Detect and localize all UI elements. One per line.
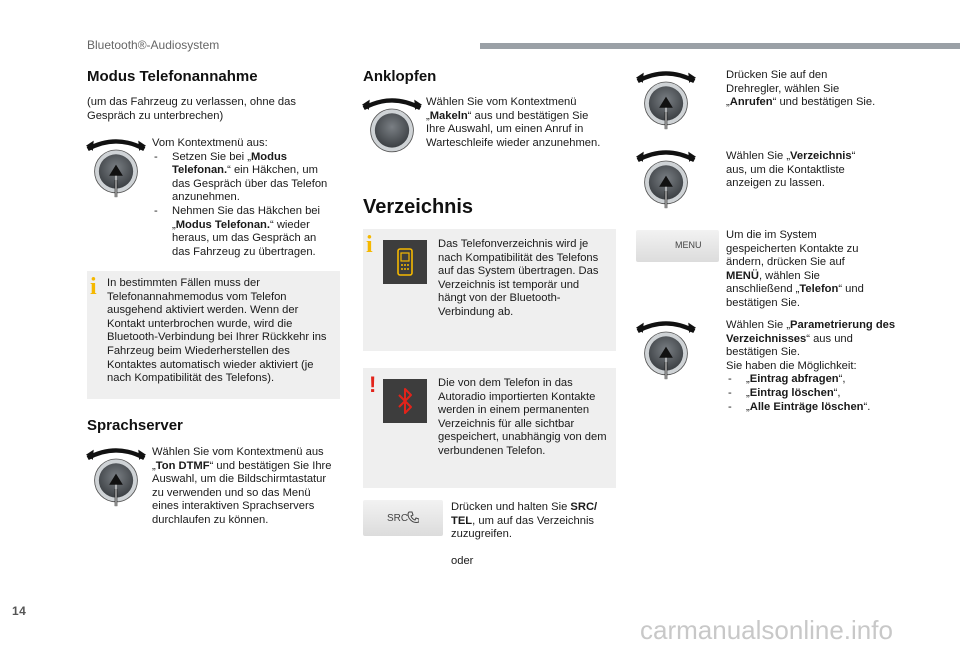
header-title: Bluetooth®-Audiosystem — [87, 38, 220, 52]
src-instruction: Drücken und halten Sie SRC/ TEL, um auf das Verzeichnis zuzugreifen. — [451, 501, 598, 541]
sprachserver-title: Sprachserver — [87, 417, 183, 434]
info-icon: i — [90, 274, 97, 300]
knob-press-icon — [636, 69, 696, 131]
phone-tile — [383, 240, 427, 284]
verzeichnis-warn-box — [363, 368, 616, 488]
header-bar — [480, 43, 960, 49]
modus-note: In bestimmten Fällen muss der Telefonannahmemodus vom Telefon ausgehend aktiviert werden. Wenn der Kontakt unterbrochen wurde, wird die Bluetooth-Verbindung bei Ihrer Rückkehr ins Fahrzeug beim Wiederherstellen des Kontaktes automatisch wieder aktiviert (je nach Kompatibilität des Telefons). — [107, 277, 327, 385]
menu-label: MENU — [675, 240, 702, 250]
verzeichnis-title: Verzeichnis — [363, 196, 474, 218]
modus-item-1: - Setzen Sie bei „Modus Telefonan.“ ein Häkchen, um das Gespräch über das Telefon anzunehmen. — [152, 151, 337, 205]
anklopfen-title: Anklopfen — [363, 68, 437, 85]
src-tel-button-image — [363, 500, 443, 536]
verzeichnis-info-text: Das Telefonverzeichnis wird je nach Kompatibilität des Telefons auf das System übertragen. Das Verzeichnis ist temporär und hängt von der Bluetooth-Verbindung ab. — [438, 238, 599, 318]
phone-icon — [383, 240, 427, 284]
right-step-3: Um die im System gespeicherten Kontakte zu ändern, drücken Sie auf MENÜ, wählen Sie anschließend „Telefon“ und bestätigen Sie. — [726, 229, 864, 309]
oder-text: oder — [451, 555, 474, 567]
option-eintrag-abfragen: - „Eintrag abfragen“, — [726, 373, 896, 387]
right-step-2: Wählen Sie „Verzeichnis“ aus, um die Kontaktliste anzeigen zu lassen. — [726, 150, 856, 190]
anklopfen-text: Wählen Sie vom Kontextmenü „Makeln“ aus und bestätigen Sie Ihre Auswahl, um einen Anruf in Warteschleife wieder anzunehmen. — [426, 96, 601, 149]
menu-button-image — [636, 230, 719, 262]
page-number: 14 — [12, 604, 27, 618]
knob-press-icon — [636, 148, 696, 210]
bluetooth-tile — [383, 379, 427, 423]
verzeichnis-warn-text: Die von dem Telefon in das Autoradio importierten Kontakte werden in einem permanenten Verzeichnis für alle sichtbar gespeichert, unabhängig von dem verbundenen Telefon. — [438, 377, 607, 457]
modus-title: Modus Telefonannahme — [87, 68, 258, 85]
right-step-1: Drücken Sie auf den Drehregler, wählen Sie „Anrufen“ und bestätigen Sie. — [726, 69, 876, 109]
right-step-4: Wählen Sie „Parametrierung des Verzeichnisses“ aus und bestätigen Sie. Sie haben die Möglichkeit: - „Eintrag abfragen“, - „Eintrag löschen“, - „Alle Einträge löschen“. — [726, 319, 896, 414]
option-eintrag-loeschen: - „Eintrag löschen“, — [726, 387, 896, 401]
modus-item-2: - Nehmen Sie das Häkchen bei „Modus Telefonan.“ wieder heraus, um das Gespräch an das Fahrzeug zu übertragen. — [152, 205, 337, 259]
warning-icon: ! — [369, 372, 377, 397]
modus-instructions — [152, 137, 337, 259]
sprachserver-text: Wählen Sie vom Kontextmenü aus „Ton DTMF“ und bestätigen Sie Ihre Auswahl, um die Bildschirmtastatur zu verwenden und so das Menü eines interaktiven Sprachservers durchlaufen zu können. — [152, 446, 332, 526]
modus-lead: Vom Kontextmenü aus: — [152, 137, 268, 149]
info-icon: i — [366, 232, 373, 258]
modus-info-box — [87, 271, 340, 399]
knob-press-icon — [86, 137, 146, 199]
bluetooth-icon — [383, 379, 427, 423]
knob-rotate-icon — [362, 96, 422, 158]
modus-intro: (um das Fahrzeug zu verlassen, ohne das Gespräch zu unterbrechen) — [87, 96, 296, 122]
option-alle-loeschen: - „Alle Einträge löschen“. — [726, 401, 896, 415]
src-label: SRC — [387, 513, 409, 524]
phone-handset-icon — [407, 511, 419, 525]
knob-press-icon — [636, 319, 696, 381]
watermark: carmanualsonline.info — [640, 615, 893, 645]
knob-press-icon — [86, 446, 146, 508]
verzeichnis-info-box — [363, 229, 616, 351]
